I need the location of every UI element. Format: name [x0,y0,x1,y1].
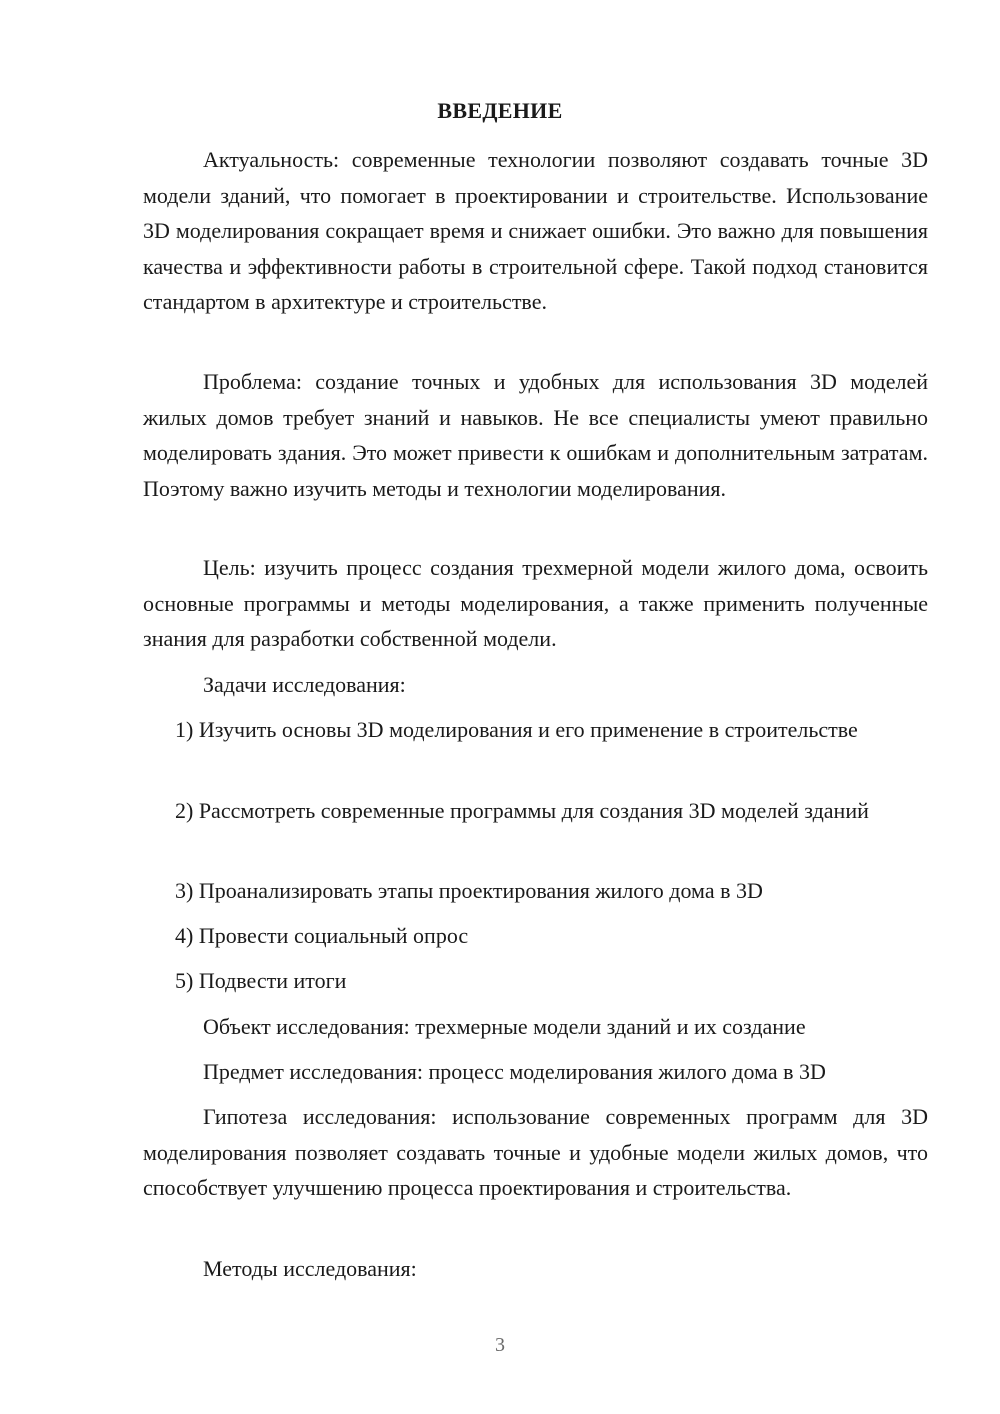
paragraph-hypothesis: Гипотеза исследования: использование современных программ для 3D моделирования позволяет создавать точные и удобные модели жилых домов, что способствует улучшению процесса проектирования и строительства. [143,1104,928,1200]
task-item-2: 2) Рассмотреть современные программы для создания 3D моделей зданий [175,798,869,823]
paragraph-relevance: Актуальность: современные технологии позволяют создавать точные 3D модели зданий, что помогает в проектировании и строительстве. Использование 3D моделирования сокращает время и снижает ошибки. Это важно для повышения качества и эффективности работы в строительной сфере. Такой подход становится стандартом в архитектуре и строительстве. [143,147,928,314]
task-item-3: 3) Проанализировать этапы проектирования жилого дома в 3D [175,878,763,903]
task-item-4: 4) Провести социальный опрос [175,923,469,948]
page-title: ВВЕДЕНИЕ [437,98,563,123]
paragraph-goal: Цель: изучить процесс создания трехмерной модели жилого дома, освоить основные программы и методы моделирования, а также применить полученные знания для разработки собственной модели. [143,555,928,651]
tasks-heading: Задачи исследования: [203,672,406,697]
task-item-1: 1) Изучить основы 3D моделирования и его применение в строительстве [175,717,858,742]
task-item-5: 5) Подвести итоги [175,968,347,993]
page-number: 3 [495,1334,505,1356]
methods-heading: Методы исследования: [203,1256,417,1281]
paragraph-object: Объект исследования: трехмерные модели зданий и их создание [203,1014,806,1039]
paragraph-subject: Предмет исследования: процесс моделирования жилого дома в 3D [203,1059,826,1084]
paragraph-problem: Проблема: создание точных и удобных для использования 3D моделей жилых домов требует знаний и навыков. Не все специалисты умеют правильно моделировать здания. Это может привести к ошибкам и дополнительным затратам. Поэтому важно изучить методы и технологии моделирования. [143,369,928,501]
